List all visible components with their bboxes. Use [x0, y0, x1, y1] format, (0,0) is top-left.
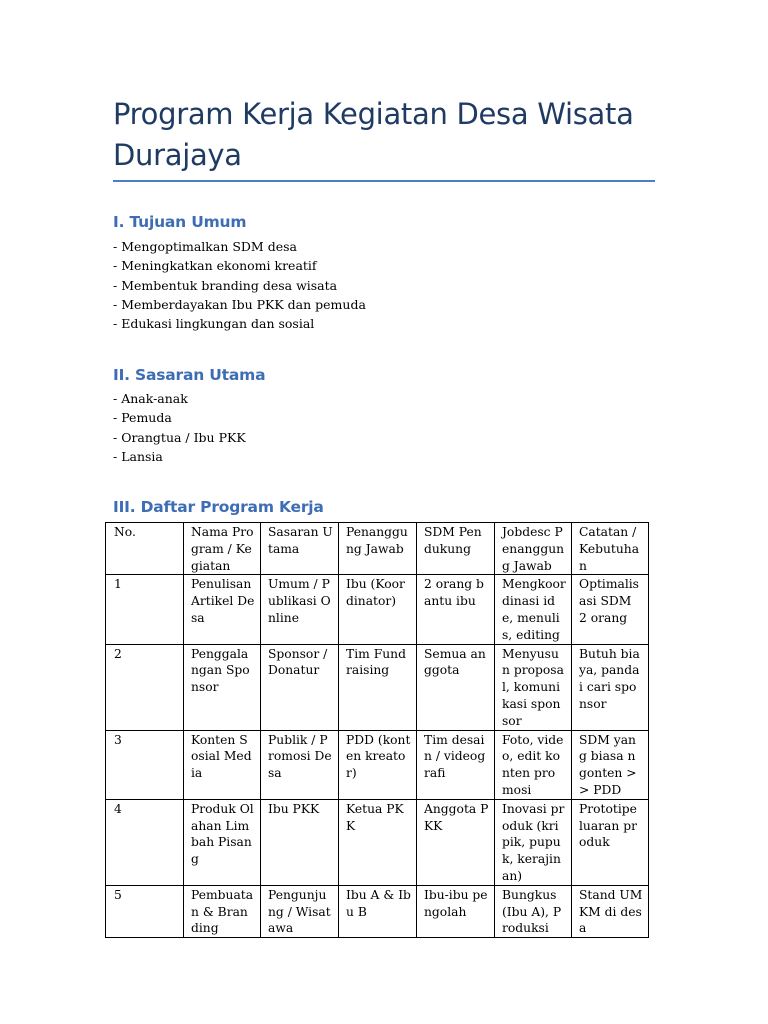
table-cell: Penggalangan Sponsor	[184, 644, 261, 730]
table-row	[106, 730, 649, 799]
title-underline	[113, 180, 655, 182]
table-cell: SDM yang biasa ngonten >> PDD	[572, 730, 649, 799]
list-item: - Membentuk branding desa wisata	[113, 277, 338, 293]
table-cell: Ibu PKK	[261, 799, 339, 885]
table-cell: 2	[106, 644, 184, 730]
table-cell: Inovasi produk (kripik, pupuk, kerajinan)	[495, 799, 572, 885]
table-cell: Penulisan Artikel Desa	[184, 575, 261, 644]
header-cell-sdm: SDM Pendukung	[417, 523, 495, 575]
list-item: - Anak-anak	[113, 391, 188, 406]
table-cell: Stand UMKM di desa	[572, 885, 649, 937]
table-cell: Pengunjung / Wisatawa	[261, 885, 339, 937]
table-cell: 3	[106, 730, 184, 799]
table-cell: Ibu-ibu pengolah	[417, 885, 495, 937]
table-cell: 4	[106, 799, 184, 885]
section-heading-sasaran: II. Sasaran Utama	[113, 366, 266, 384]
table-cell: Tim Fundraising	[339, 644, 417, 730]
list-item: - Meningkatkan ekonomi kreatif	[113, 258, 317, 274]
table-cell: Sponsor / Donatur	[261, 644, 339, 730]
header-cell-penanggung-jawab: Penanggung Jawab	[339, 523, 417, 575]
table-row	[106, 575, 649, 644]
table-cell: Butuh biaya, pandai cari sponsor	[572, 644, 649, 730]
table-cell: Mengkoordinasi ide, menulis, editing	[495, 575, 572, 644]
table-cell: 5	[106, 885, 184, 937]
table-cell: Ibu A & Ibu B	[339, 885, 417, 937]
program-table	[105, 522, 649, 938]
table-cell: Produk Olahan Limbah Pisang	[184, 799, 261, 885]
table-cell: Tim desain / videografi	[417, 730, 495, 799]
table-cell: Foto, video, edit konten promosi	[495, 730, 572, 799]
table-cell: Semua anggota	[417, 644, 495, 730]
table-cell: Konten Sosial Media	[184, 730, 261, 799]
list-item: - Mengoptimalkan SDM desa	[113, 239, 297, 254]
table-cell: Ibu (Koordinator)	[339, 575, 417, 644]
section-heading-program: III. Daftar Program Kerja	[113, 498, 324, 516]
table-cell: 1	[106, 575, 184, 644]
header-cell-jobdesc: Jobdesc Penanggung Jawab	[495, 523, 572, 575]
table-row	[106, 644, 649, 730]
header-cell-catatan: Catatan / Kebutuhan	[572, 523, 649, 575]
list-item: - Memberdayakan Ibu PKK dan pemuda	[113, 296, 366, 312]
list-item: - Lansia	[113, 448, 163, 464]
list-item: - Edukasi lingkungan dan sosial	[113, 316, 315, 332]
header-cell-no: No.	[106, 523, 184, 575]
table-cell: Optimalisasi SDM 2 orang	[572, 575, 649, 644]
list-item: - Pemuda	[113, 410, 172, 426]
table-cell: Prototipe luaran produk	[572, 799, 649, 885]
table-cell: Publik / Promosi Desa	[261, 730, 339, 799]
table-cell: 2 orang bantu ibu	[417, 575, 495, 644]
list-item: - Orangtua / Ibu PKK	[113, 429, 246, 445]
page-title: Program Kerja Kegiatan Desa Wisata Durajaya	[113, 97, 634, 172]
table-cell: Menyusun proposal, komunikasi sponsor	[495, 644, 572, 730]
header-cell-sasaran: Sasaran Utama	[261, 523, 339, 575]
sasaran-list	[113, 389, 246, 466]
table-cell: Umum / Publikasi Online	[261, 575, 339, 644]
table-row	[106, 799, 649, 885]
tujuan-list	[113, 237, 366, 333]
table-cell: PDD (konten kreator)	[339, 730, 417, 799]
table-row	[106, 885, 649, 937]
table-cell: Pembuatan & Branding	[184, 885, 261, 937]
table-cell: Anggota PKK	[417, 799, 495, 885]
table-header-row	[106, 523, 649, 575]
header-cell-nama-program: Nama Program / Kegiatan	[184, 523, 261, 575]
table-cell: Ketua PKK	[339, 799, 417, 885]
table-cell: Bungkus (Ibu A), Produksi	[495, 885, 572, 937]
section-heading-tujuan: I. Tujuan Umum	[113, 213, 247, 231]
